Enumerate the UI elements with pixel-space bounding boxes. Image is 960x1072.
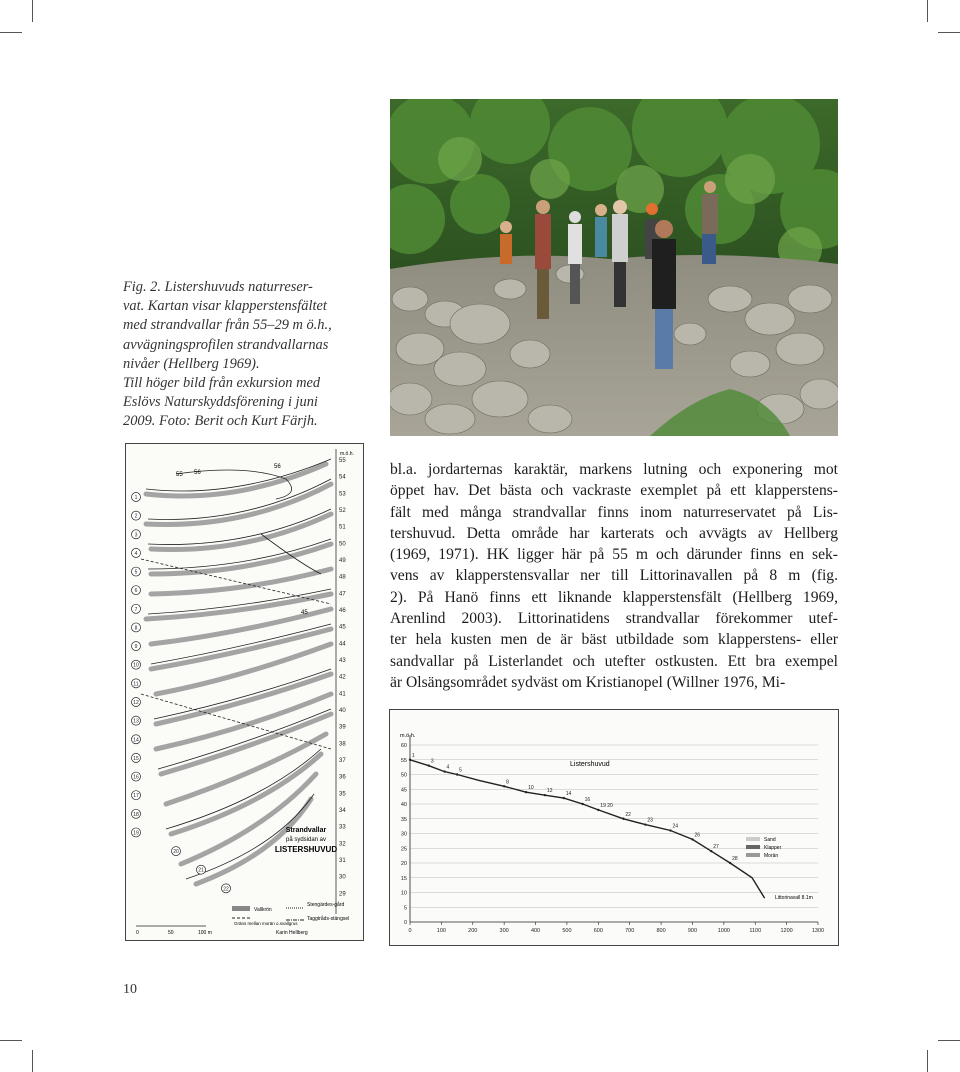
crop-mark xyxy=(32,0,33,22)
profile-ytick: 20 xyxy=(400,861,407,867)
map-scale-label: 50 xyxy=(168,930,174,936)
map-level-label: 33 xyxy=(339,824,346,831)
map-level-label: 53 xyxy=(339,491,346,498)
profile-point-label: 10 xyxy=(528,785,534,792)
map-level-label: 45 xyxy=(339,624,346,631)
map-level-label: 39 xyxy=(339,724,346,731)
map-level-label: 46 xyxy=(339,608,346,614)
map-site-number: 7 xyxy=(134,606,138,613)
profile-point-label: 26 xyxy=(694,832,701,839)
map-site-number: 18 xyxy=(133,811,139,818)
profile-legend-klapper: Klapper xyxy=(764,845,782,851)
crop-mark xyxy=(0,1040,22,1041)
body-line: bl.a. jordarternas karaktär, markens lutning och exponering mot xyxy=(390,461,838,478)
legend-stengard: Stengärdes-gård xyxy=(307,902,345,908)
map-title-line: på sydsidan av xyxy=(285,837,327,843)
body-line: öppet hav. Det bästa och vackraste exemplet på ett klapperstens- xyxy=(390,482,838,500)
map-level-label: 51 xyxy=(339,524,346,531)
excursion-photo xyxy=(390,99,838,436)
profile-point-label: 8 xyxy=(506,779,509,786)
profile-ytick: 15 xyxy=(400,875,407,882)
page-number: 10 xyxy=(123,982,137,997)
profile-ytick: 35 xyxy=(400,816,407,823)
map-site-number: 6 xyxy=(134,588,138,595)
map-author: Karin Hellberg xyxy=(276,930,308,936)
profile-ylabel: m.ö.h. xyxy=(400,733,416,739)
profile-point-label: 14 xyxy=(565,791,572,798)
map-top-label: 55 xyxy=(176,472,183,478)
profile-point xyxy=(525,791,527,793)
map-site-number: 11 xyxy=(133,681,139,688)
profile-point xyxy=(729,862,731,864)
body-line: fält med många strandvallar finns inom naturreservatet på Lis- xyxy=(390,503,838,521)
legend-vallkron: Vallkrön xyxy=(254,907,272,913)
profile-point-label: 5 xyxy=(459,767,462,774)
map-level-label: 30 xyxy=(339,874,346,881)
map-level-label: 34 xyxy=(339,808,346,814)
profile-ytick: 45 xyxy=(400,787,407,794)
caption-line: nivåer (Hellberg 1969). xyxy=(123,355,260,372)
profile-point xyxy=(691,838,693,840)
map-level-label: 43 xyxy=(339,658,346,664)
map-level-label: 31 xyxy=(339,858,346,864)
map-scale-label: 0 xyxy=(136,930,139,936)
profile-ytick: 30 xyxy=(400,831,407,838)
profile-point xyxy=(644,823,646,825)
legend-vallkron-swatch xyxy=(232,906,250,911)
profile-point-label: 28 xyxy=(732,856,738,862)
body-line: Arenlind 2003). Littorinatidens strandvallar förekommer utef- xyxy=(390,610,838,628)
map-scale-label: 100 m xyxy=(198,930,212,936)
map-site-number: 8 xyxy=(134,625,138,632)
profile-point xyxy=(456,773,458,775)
map-site-number: 12 xyxy=(133,700,139,706)
map-level-label: 38 xyxy=(339,741,346,748)
profile-legend-klapper-swatch xyxy=(746,845,760,849)
profile-xtick: 0 xyxy=(408,928,412,934)
caption-line: Till höger bild från exkursion med xyxy=(123,375,321,392)
map-top-label: 56 xyxy=(274,464,281,470)
crop-mark xyxy=(938,32,960,33)
profile-xtick: 700 xyxy=(625,928,635,934)
map-site-number: 5 xyxy=(134,569,138,576)
map-top-label: 56 xyxy=(194,470,201,476)
profile-title: Listershuvud xyxy=(570,761,610,768)
caption-line: med strandvallar från 55–29 m ö.h., xyxy=(123,317,332,334)
profile-point xyxy=(563,797,565,799)
map-level-label: 44 xyxy=(339,641,346,648)
map-site-number: 1 xyxy=(134,495,138,501)
caption-line: vat. Kartan visar klapperstensfältet xyxy=(123,298,327,315)
profile-xtick: 1200 xyxy=(780,928,793,934)
profile-legend-moran: Morän xyxy=(764,853,779,859)
profile-xtick: 500 xyxy=(562,928,572,934)
profile-point xyxy=(428,764,430,766)
beach-ridge-map xyxy=(125,443,364,941)
map-site-number: 16 xyxy=(133,774,139,781)
map-level-label: 36 xyxy=(339,774,346,781)
map-site-number: 22 xyxy=(223,886,229,893)
map-level-label: 41 xyxy=(339,691,346,698)
profile-point xyxy=(622,818,624,820)
profile-ytick: 50 xyxy=(400,772,407,779)
map-site-number: 21 xyxy=(198,867,204,874)
map-site-number: 4 xyxy=(134,550,138,557)
map-level-label: 49 xyxy=(339,558,346,564)
profile-point xyxy=(443,770,445,772)
profile-point-label: 24 xyxy=(672,823,679,830)
body-paragraph xyxy=(390,459,838,693)
map-level-label: 35 xyxy=(339,791,346,798)
legend-gronsmark: Gräns mellan morän o.svallgrus xyxy=(234,921,298,926)
body-line: vens av klapperstensvallar ner till Littorinavallen på 8 m (fig. xyxy=(390,567,838,585)
caption-line: avvägningsprofilen strandvallarnas xyxy=(123,336,329,353)
profile-xtick: 400 xyxy=(530,928,541,934)
profile-ytick: 0 xyxy=(403,920,407,926)
map-level-label: 50 xyxy=(339,541,346,548)
map-title-line: Strandvallar xyxy=(285,827,327,834)
profile-point-label: 3 xyxy=(430,758,434,765)
profile-point-label: 4 xyxy=(446,764,450,771)
legend-taggtrad: Taggtråds-stängsel xyxy=(307,916,350,922)
beach-ridge-map-drawing xyxy=(126,444,364,941)
crop-mark xyxy=(938,1040,960,1041)
profile-xtick: 1100 xyxy=(749,928,762,934)
profile-end-label: Littorinavall 8.1m xyxy=(775,895,813,901)
levelling-profile-chart xyxy=(389,709,839,946)
profile-point-label: 1 xyxy=(412,752,415,759)
body-line: tershuvud. Detta område har karterats och avvägts av Hellberg xyxy=(390,524,838,542)
profile-point xyxy=(581,803,583,805)
map-site-number: 13 xyxy=(133,718,139,725)
profile-point-label: 16 xyxy=(584,797,591,803)
caption-line: 2009. Foto: Berit och Kurt Färjh. xyxy=(123,413,318,430)
map-level-label: 40 xyxy=(339,708,346,714)
profile-chart-svg xyxy=(390,710,839,946)
profile-xtick: 900 xyxy=(687,928,698,934)
profile-legend-moran-swatch xyxy=(746,853,760,857)
crop-mark xyxy=(927,1050,928,1072)
map-level-label: 54 xyxy=(339,474,346,481)
profile-ytick: 40 xyxy=(400,802,407,808)
map-level-label: 42 xyxy=(339,674,346,681)
map-level-label: 32 xyxy=(339,841,346,848)
crop-mark xyxy=(32,1050,33,1072)
map-title-line: LISTERSHUVUD xyxy=(274,845,338,854)
caption-line: Fig. 2. Listershuvuds naturreser- xyxy=(123,279,313,295)
body-line: sandvallar på Listerlandet och utefter ostkusten. Ett bra exempel xyxy=(390,652,838,670)
profile-xtick: 1000 xyxy=(717,928,730,934)
body-line: ter hela kusten men de är bäst utbildade som klapperstens- eller xyxy=(390,631,838,649)
map-inner-label: 45 xyxy=(301,610,308,616)
profile-ytick: 60 xyxy=(400,743,407,749)
map-level-label: 29 xyxy=(339,891,346,898)
profile-ytick: 5 xyxy=(403,905,407,912)
map-site-number: 14 xyxy=(133,737,139,744)
profile-legend-sand: Sand xyxy=(764,837,776,843)
body-line: (1969, 1971). HK ligger här på 55 m och därunder finns en sek- xyxy=(390,546,838,564)
profile-point xyxy=(544,794,546,796)
figure-caption xyxy=(123,278,353,432)
map-site-number: 10 xyxy=(133,662,139,669)
map-site-number: 3 xyxy=(134,532,138,539)
profile-ytick: 25 xyxy=(400,846,407,853)
map-site-number: 2 xyxy=(134,513,138,520)
caption-line: Eslövs Naturskyddsförening i juni xyxy=(123,394,318,411)
profile-legend-sand-swatch xyxy=(746,837,760,841)
map-level-label: 47 xyxy=(339,591,346,598)
profile-ytick: 10 xyxy=(400,890,407,897)
profile-point-label: 27 xyxy=(713,844,719,851)
body-line: 2). På Hanö finns ett liknande klapperstensfält (Hellberg 1969, xyxy=(390,588,838,606)
profile-point xyxy=(409,759,411,761)
crop-mark xyxy=(0,32,22,33)
map-site-number: 15 xyxy=(133,755,139,762)
map-level-label: 37 xyxy=(339,758,346,764)
map-level-label: 48 xyxy=(339,574,346,581)
map-site-number: 9 xyxy=(134,644,138,651)
profile-xtick: 800 xyxy=(656,928,666,934)
profile-xtick: 300 xyxy=(499,928,509,934)
map-site-number: 20 xyxy=(173,849,179,856)
map-site-number: 19 xyxy=(133,830,139,837)
profile-point-label: 12 xyxy=(546,788,553,795)
profile-point-label: 19 20 xyxy=(600,802,613,809)
map-level-label: 55 xyxy=(339,458,346,464)
profile-point-label: 22 xyxy=(625,811,631,818)
profile-point xyxy=(710,850,712,852)
map-site-number: 17 xyxy=(133,793,139,800)
profile-point-label: 23 xyxy=(647,817,653,824)
excursion-photo-drawing xyxy=(390,99,838,436)
map-level-label: 52 xyxy=(339,508,346,514)
profile-point xyxy=(597,809,599,811)
body-line: är Olsängsområdet sydväst om Kristianopel (Willner 1976, Mi- xyxy=(390,673,786,691)
map-units: m.ö.h. xyxy=(340,451,354,457)
profile-ytick: 55 xyxy=(400,757,407,764)
crop-mark xyxy=(927,0,928,22)
profile-xtick: 600 xyxy=(593,928,603,934)
profile-xtick: 200 xyxy=(468,928,478,934)
profile-point xyxy=(503,785,505,787)
profile-point xyxy=(669,829,671,831)
profile-xtick: 100 xyxy=(436,928,446,934)
profile-xtick: 1300 xyxy=(811,928,825,934)
